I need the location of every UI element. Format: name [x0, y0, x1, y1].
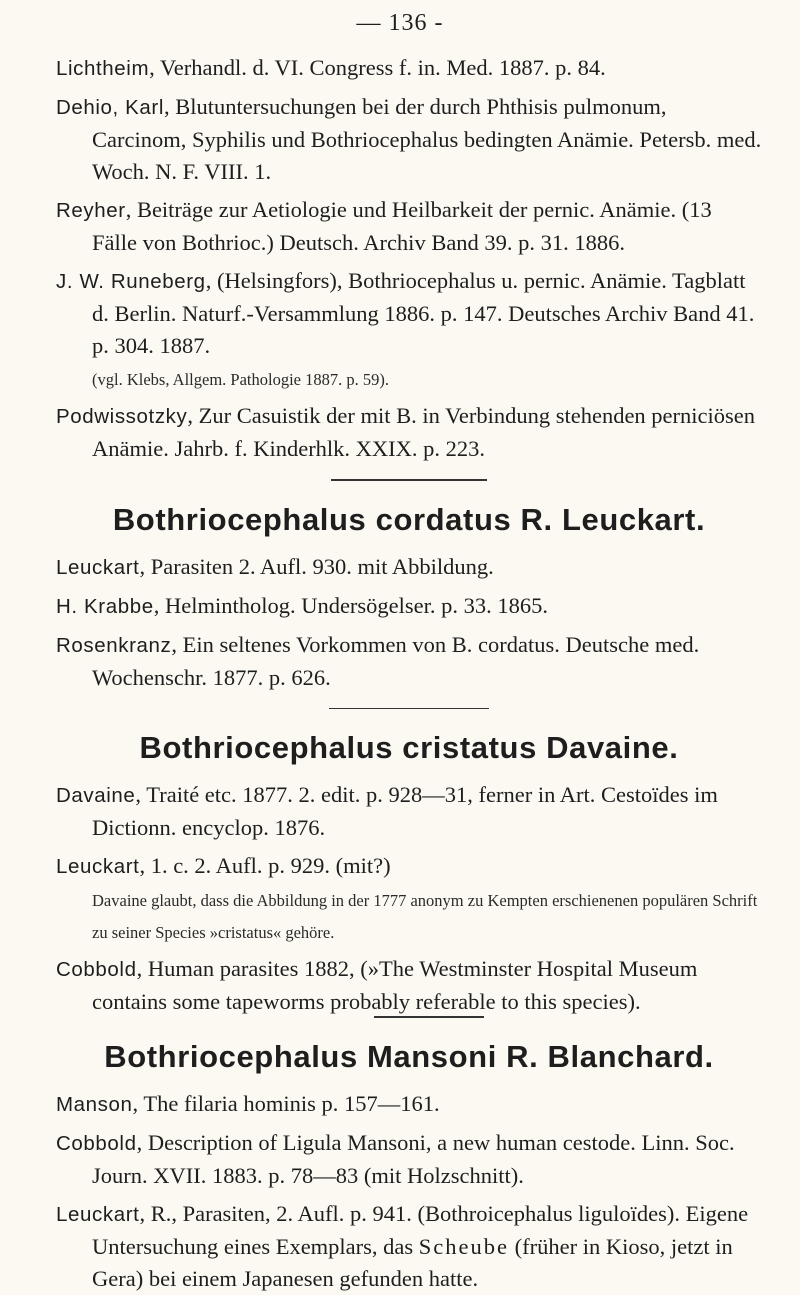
- reference-text: , Beiträge zur Aetiologie und Heilbarkeit der pernic. Anämie. (13 Fälle von Bothrioc.) Deutsch. Archiv Band 39. p. 31. 1886.: [92, 197, 712, 255]
- reference-entry: [56, 590, 762, 623]
- section-divider: [329, 708, 489, 710]
- reference-author: J. W. Runeberg: [56, 270, 206, 293]
- reference-text: , R., Parasiten, 2. Aufl. p. 941. (Bothroicephalus liguloïdes). Eigene Untersuchung eines Exemplars, das: [92, 1200, 749, 1259]
- reference-author: Reyher: [56, 199, 126, 222]
- reference-author: Leuckart: [56, 1202, 140, 1226]
- reference-text: , Ein seltenes Vorkommen von B. cordatus. Deutsche med. Wochenschr. 1877. p. 626.: [92, 631, 700, 690]
- reference-entry: [56, 265, 762, 394]
- reference-spaced-name: Scheube: [418, 1233, 510, 1259]
- reference-text-continued: (früher in Kioso, jetzt in Gera) bei einem Japanesen gefunden hatte.: [92, 1233, 733, 1291]
- reference-entry: [56, 779, 762, 844]
- reference-note: (vgl. Klebs, Allgem. Pathologie 1887. p. 59).: [92, 370, 389, 389]
- reference-note: Davaine glaubt, dass die Abbildung in der 1777 anonym zu Kempten erschienenen populären Schrift zu seiner Species »cristatus« gehöre.: [92, 891, 758, 942]
- reference-entry: [56, 194, 762, 259]
- section-mansoni: [56, 1038, 762, 1295]
- page-number: — 136 -: [356, 10, 444, 36]
- section-cristatus: [56, 729, 762, 1018]
- reference-text: , Zur Casuistik der mit B. in Verbindung stehenden perniciösen Anämie. Jahrb. f. Kinderhlk. XXIX. p. 223.: [92, 403, 756, 461]
- reference-entry: [56, 1198, 762, 1295]
- reference-text: , 1. c. 2. Aufl. p. 929. (mit?): [139, 853, 391, 878]
- section-heading: Bothriocephalus cordatus R. Leuckart.: [112, 501, 706, 537]
- reference-entry: [56, 953, 762, 1018]
- reference-author: Davaine: [56, 784, 136, 807]
- section-heading: Bothriocephalus Mansoni R. Blanchard.: [104, 1038, 714, 1074]
- reference-author: Leuckart: [56, 855, 140, 878]
- reference-text: , Blutuntersuchungen bei der durch Phthisis pulmonum, Carcinom, Syphilis und Bothriocephalus bedingten Anämie. Petersb. med. Woch. N. F. VIII. 1.: [92, 94, 762, 184]
- reference-entry: [56, 1127, 762, 1192]
- reference-author: Lichtheim: [56, 57, 150, 80]
- reference-text: , Traité etc. 1877. 2. edit. p. 928—31, ferner in Art. Cestoïdes im Dictionn. encyclop. 1876.: [92, 782, 718, 840]
- section-heading: Bothriocephalus cristatus Davaine.: [139, 730, 679, 765]
- reference-author: Podwissotzky: [56, 405, 188, 428]
- section-pernicious-anemia: [56, 52, 762, 465]
- reference-entry: [56, 91, 762, 188]
- reference-author: H. Krabbe: [56, 594, 154, 618]
- reference-author: Leuckart: [56, 555, 140, 579]
- reference-text: , Parasiten 2. Aufl. 930. mit Abbildung.: [139, 553, 494, 579]
- reference-text: , Human parasites 1882, (»The Westminster Hospital Museum contains some tapeworms probably referable to this species).: [92, 956, 698, 1014]
- reference-author: Cobbold: [56, 1131, 137, 1155]
- reference-entry: [56, 551, 762, 584]
- reference-author: Dehio, Karl: [56, 96, 165, 119]
- reference-entry: [56, 850, 762, 947]
- reference-entry: [56, 52, 762, 85]
- section-divider: [331, 479, 487, 481]
- reference-text: , The filaria hominis p. 157—161.: [132, 1090, 440, 1116]
- bibliography: [56, 52, 762, 1295]
- reference-entry: [56, 1088, 762, 1121]
- reference-author: Manson: [56, 1092, 133, 1116]
- section-cordatus: [56, 501, 762, 694]
- reference-text: , Verhandl. d. VI. Congress f. in. Med. 1887. p. 84.: [149, 55, 606, 80]
- reference-author: Cobbold: [56, 958, 137, 981]
- reference-text: , Helmintholog. Undersögelser. p. 33. 1865.: [153, 592, 549, 618]
- reference-text: , Description of Ligula Mansoni, a new human cestode. Linn. Soc. Journ. XVII. 1883. p. 78—83 (mit Holzschnitt).: [92, 1129, 735, 1188]
- reference-entry: [56, 629, 762, 694]
- reference-text: , (Helsingfors), Bothriocephalus u. pernic. Anämie. Tagblatt d. Berlin. Naturf.-Versammlung 1886. p. 147. Deutsches Archiv Band 41. p. 304. 1887.: [92, 268, 755, 358]
- reference-entry: [56, 400, 762, 465]
- reference-author: Rosenkranz: [56, 633, 172, 657]
